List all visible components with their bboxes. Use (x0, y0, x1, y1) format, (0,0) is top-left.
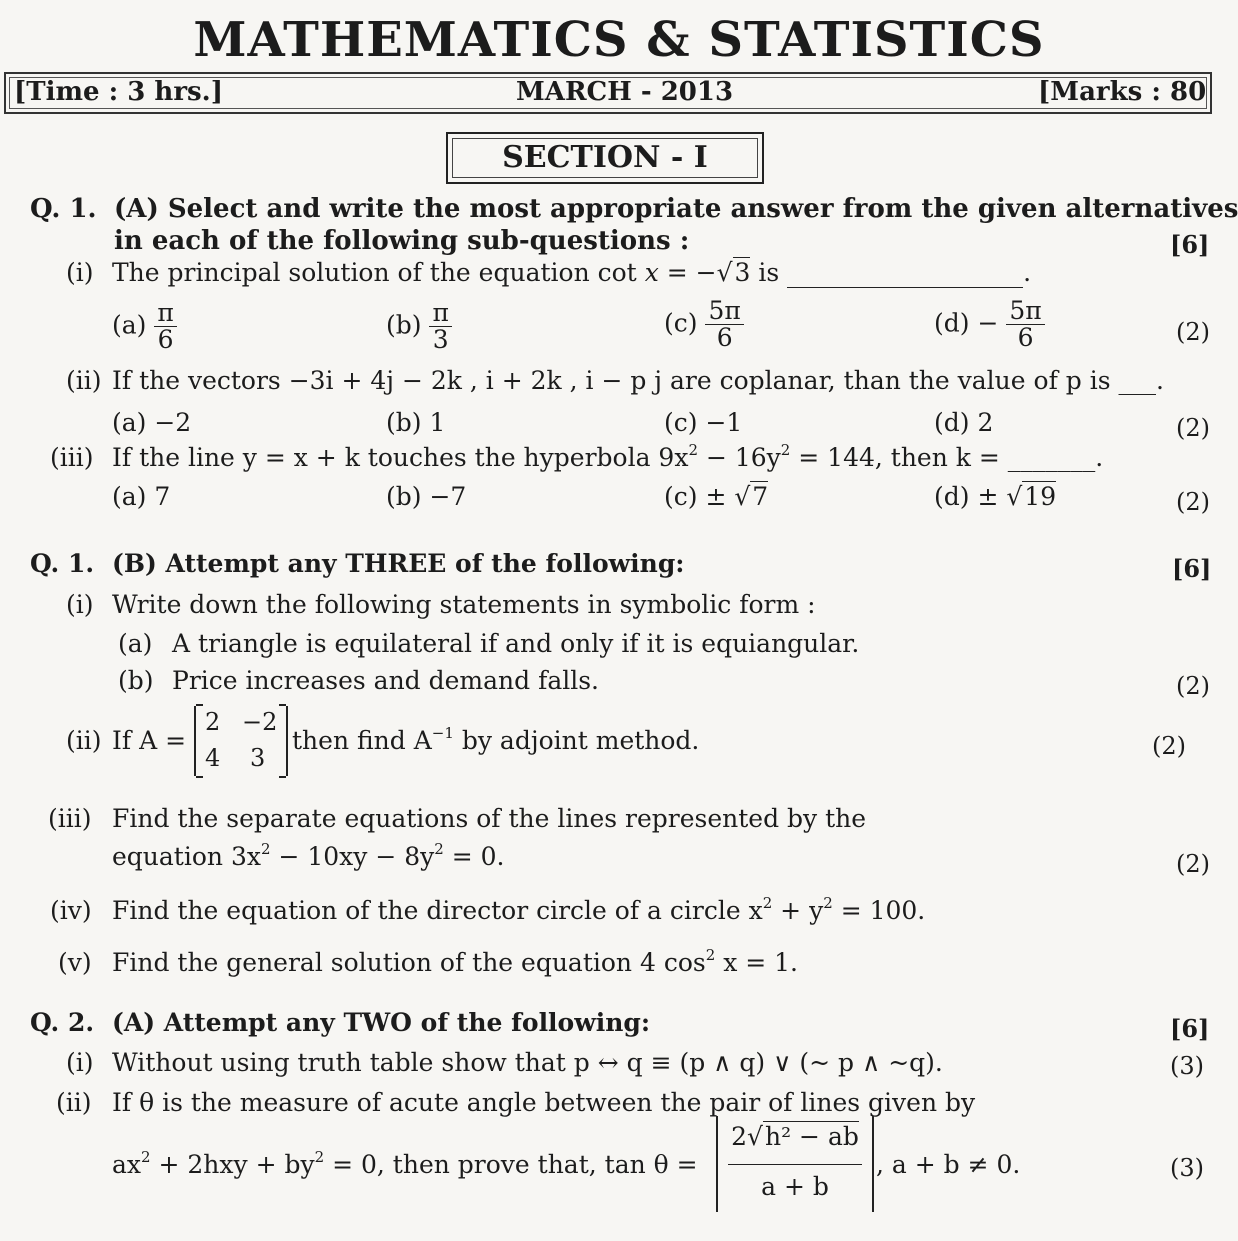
q1a-ii-option-d: (d) 2 (934, 408, 994, 437)
q1a-i-label: (i) (66, 258, 94, 287)
q2a-ii-marks: (3) (1170, 1154, 1204, 1182)
q1a-ii-option-c: (c) −1 (664, 408, 743, 437)
q1b-marks: [6] (1172, 554, 1212, 583)
section-title: SECTION - I (502, 140, 708, 175)
q2a-heading: (A) Attempt any TWO of the following: (112, 1008, 651, 1037)
q1a-i-option-c: (c) $\frac{5\pi}{6}$ (664, 298, 744, 352)
tan-numerator: 2√h² − ab (731, 1122, 859, 1151)
q1a-ii-label: (ii) (66, 366, 102, 395)
matrix-a21: 4 (205, 744, 221, 772)
q1b-iii-marks: (2) (1176, 850, 1210, 878)
matrix-a22: 3 (250, 744, 266, 772)
q1a-heading-line2: in each of the following sub-questions : (114, 226, 690, 256)
q1b-heading: (B) Attempt any THREE of the following: (112, 549, 685, 578)
q2a-ii-label: (ii) (56, 1088, 92, 1117)
q1b-iv-label: (iv) (50, 896, 92, 925)
q1b-ii-text: then find $A^{-1}$ by adjoint method. (292, 724, 700, 755)
q2a-ii-text: If θ is the measure of acute angle between the pair of lines given by (112, 1088, 976, 1117)
matrix-a12: −2 (242, 708, 278, 736)
q1b-i-b-text: Price increases and demand falls. (172, 666, 600, 695)
q1b-iii-label: (iii) (48, 804, 92, 833)
q1b-i-a-text: A triangle is equilateral if and only if it is equiangular. (172, 629, 860, 658)
exam-time: [Time : 3 hrs.] (14, 77, 224, 107)
q1b-v-text: Find the general solution of the equation 4 $\cos^2 x = 1$. (112, 946, 799, 977)
q1a-iii-option-b: (b) −7 (386, 482, 467, 511)
q1a-heading-line1: (A) Select and write the most appropriate answer from the given alternatives (114, 194, 1238, 224)
exam-marks: [Marks : 80 (1038, 77, 1207, 107)
q1a-ii-option-b: (b) 1 (386, 408, 446, 437)
q1b-iv-text: Find the equation of the director circle of a circle $x^2 + y^2 = 100$. (112, 894, 926, 925)
q1b-ii-marks: (2) (1152, 732, 1186, 760)
q1a-i-stem: The principal solution of the equation cot x = −√3 is . (112, 258, 1032, 287)
q1b-i-a-label: (a) (118, 629, 153, 658)
q2a-i-label: (i) (66, 1048, 94, 1077)
exam-session: MARCH - 2013 (516, 77, 734, 107)
q1b-v-label: (v) (58, 948, 92, 977)
q1a-i-option-a: (a) $\frac{\pi}{6}$ (112, 300, 177, 354)
q1a-ii-marks: (2) (1176, 414, 1210, 442)
q1a-iii-option-c: (c) ± √7 (664, 482, 769, 511)
q1a-number: Q. 1. (30, 194, 97, 224)
q1a-ii-option-a: (a) −2 (112, 408, 192, 437)
q1a-iii-option-a: (a) 7 (112, 482, 171, 511)
q1b-i-marks: (2) (1176, 672, 1210, 700)
q2a-i-text: Without using truth table show that p ↔ q ≡ (p ∧ q) ∨ (~ p ∧ ~q). (112, 1048, 943, 1077)
q2a-i-marks: (3) (1170, 1052, 1204, 1080)
q1b-ii-label: (ii) (66, 726, 102, 755)
q1a-ii-stem: If the vectors −3i + 4j − 2k , i + 2k , i − p j are coplanar, than the value of p is ___. (112, 366, 1164, 395)
q2a-marks: [6] (1170, 1014, 1210, 1043)
q1b-i-b-label: (b) (118, 666, 154, 695)
q1a-marks: [6] (1170, 230, 1210, 259)
q1a-i-marks: (2) (1176, 318, 1210, 346)
exam-title: MATHEMATICS & STATISTICS (193, 12, 1045, 68)
q1a-i-option-b: (b) $\frac{\pi}{3}$ (386, 300, 452, 354)
q1b-i-text: Write down the following statements in symbolic form : (112, 590, 816, 619)
tan-denominator: a + b (761, 1172, 829, 1201)
q1b-ii-prefix: If A = (112, 726, 187, 755)
q1a-iii-label: (iii) (50, 443, 94, 472)
q1a-i-option-d: (d) − $\frac{5\pi}{6}$ (934, 298, 1045, 352)
matrix-a (194, 706, 288, 776)
q2a-ii-equation: $ax^2 + 2hxy + by^2 = 0$, then prove that, tan θ = (112, 1148, 698, 1179)
q1b-i-label: (i) (66, 590, 94, 619)
q2a-number: Q. 2. (30, 1008, 95, 1037)
q1a-iii-marks: (2) (1176, 488, 1210, 516)
matrix-a11: 2 (205, 708, 221, 736)
q1b-iii-line2: equation $3x^2 - 10xy - 8y^2 = 0$. (112, 840, 505, 871)
q1a-iii-option-d: (d) ± √19 (934, 482, 1057, 511)
q2a-ii-condition: , a + b ≠ 0. (876, 1150, 1021, 1179)
q1b-number: Q. 1. (30, 549, 95, 578)
q1b-iii-line1: Find the separate equations of the lines represented by the (112, 804, 867, 833)
q1a-iii-stem: If the line y = x + k touches the hyperbola $9x^2 - 16y^2 = 144$, then k = _______. (112, 441, 1104, 472)
tan-abs-value (716, 1116, 874, 1212)
